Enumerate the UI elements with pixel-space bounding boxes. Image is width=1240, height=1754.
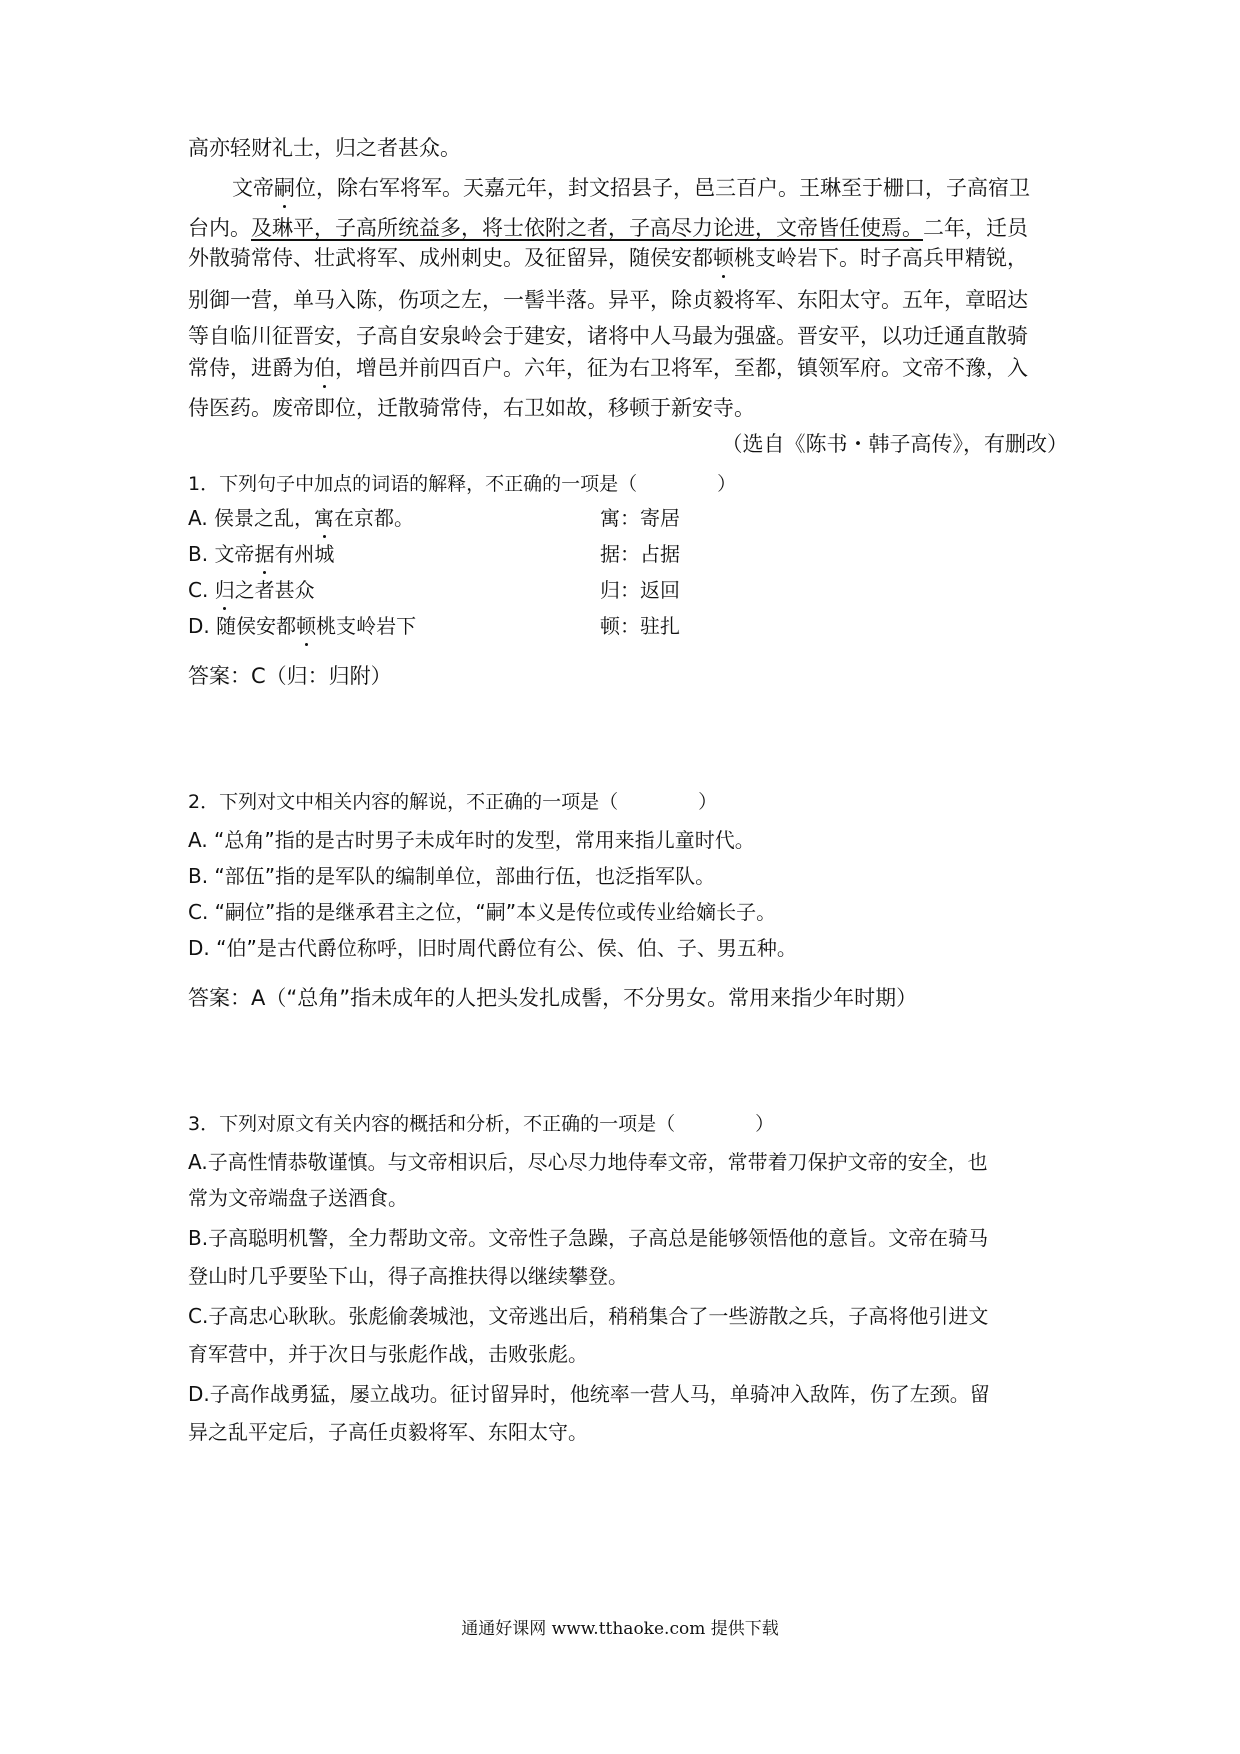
option-gloss: 寓：寄居 (600, 506, 680, 530)
question-2-option-a: A. “总角”指的是古时男子未成年时的发型，常用来指儿童时代。 (188, 828, 755, 852)
question-3-option-b-line2: 登山时几乎要坠下山，得子高推扶得以继续攀登。 (188, 1264, 628, 1288)
passage-line: 外散骑常侍、壮武将军、成州刺史。及征留异，随侯安都顿桃支岭岩下。时子高兵甲精锐， (188, 246, 1028, 270)
passage-line: 文帝嗣位，除右军将军。天嘉元年，封文招县子，邑三百户。王琳至于栅口，子高宿卫 (232, 176, 1030, 200)
question-2-option-d: D. “伯”是古代爵位称呼，旧时周代爵位有公、侯、伯、子、男五种。 (188, 936, 797, 960)
passage-line: 等自临川征晋安，子高自安泉岭会于建安，诸将中人马最为强盛。晋安平，以功迁通直散骑 (188, 324, 1028, 348)
option-gloss: 归：返回 (600, 578, 680, 602)
question-1-option-d: D. 随侯安都顿桃支岭岩下 顿：驻扎 (188, 614, 680, 638)
emphasis-dot-char: 据 (254, 542, 275, 566)
question-1-answer: 答案：C（归：归附） (188, 664, 392, 688)
question-3-option-c-line2: 育军营中，并于次日与张彪作战，击败张彪。 (188, 1342, 588, 1366)
question-2-option-c: C. “嗣位”指的是继承君主之位，“嗣”本义是传位或传业给嫡长子。 (188, 900, 777, 924)
question-3-option-d-line1: D.子高作战勇猛，屡立战功。征讨留异时，他统率一营人马，单骑冲入敌阵，伤了左颈。留 (188, 1382, 990, 1406)
question-1-title: 1．下列句子中加点的词语的解释，不正确的一项是（ ） (188, 473, 737, 495)
emphasis-dot-char: 寓 (314, 506, 335, 530)
option-gloss: 顿：驻扎 (600, 614, 680, 638)
passage-line: 侍医药。废帝即位，迁散骑常侍，右卫如故，移顿于新安寺。 (188, 396, 755, 420)
question-2-answer: 答案：A（“总角”指未成年的人把头发扎成髻，不分男女。常用来指少年时期） (188, 986, 918, 1010)
question-2-option-b: B. “部伍”指的是军队的编制单位，部曲行伍，也泛指军队。 (188, 864, 716, 888)
question-3-option-b-line1: B.子高聪明机警，全力帮助文帝。文帝性子急躁，子高总是能够领悟他的意旨。文帝在骑马 (188, 1226, 989, 1250)
question-3-option-c-line1: C.子高忠心耿耿。张彪偷袭城池，文帝逃出后，稍稍集合了一些游散之兵，子高将他引进文 (188, 1304, 989, 1328)
emphasis-dot-char: 嗣 (274, 176, 295, 200)
question-3-title: 3．下列对原文有关内容的概括和分析，不正确的一项是（ ） (188, 1113, 775, 1135)
question-1-option-b: B. 文帝据有州城 据：占据 (188, 542, 680, 566)
passage-line: 常侍，进爵为伯，增邑并前四百户。六年，征为右卫将军，至都，镇领军府。文帝不豫，入 (188, 356, 1028, 380)
emphasis-dot-char: 顿 (713, 246, 734, 270)
passage-line: 台内。及琳平，子高所统益多，将士依附之者，子高尽力论进，文帝皆任使焉。二年，迁员 (188, 216, 1028, 240)
emphasis-dot-char: 归 (214, 578, 235, 602)
question-3-option-a-line1: A.子高性情恭敬谨慎。与文帝相识后，尽心尽力地侍奉文帝，常带着刀保护文帝的安全，也 (188, 1150, 988, 1174)
option-gloss: 据：占据 (600, 542, 680, 566)
question-3-option-d-line2: 异之乱平定后，子高任贞毅将军、东阳太守。 (188, 1420, 588, 1444)
passage-source: （选自《陈书・韩子高传》，有删改） (721, 432, 1068, 456)
question-1-option-c: C. 归之者甚众 归：返回 (188, 578, 680, 602)
page-footer: 通通好课网 www.tthaoke.com 提供下载 (461, 1619, 779, 1639)
underlined-sentence: 及琳平，子高所统益多，将士依附之者，子高尽力论进，文帝皆任使焉。 (251, 216, 923, 240)
question-1-option-a: A. 侯景之乱，寓在京都。 寓：寄居 (188, 506, 680, 530)
emphasis-dot-char: 顿 (296, 614, 317, 638)
passage-line: 高亦轻财礼士，归之者甚众。 (188, 136, 461, 160)
question-2-title: 2．下列对文中相关内容的解说，不正确的一项是（ ） (188, 791, 718, 813)
question-3-option-a-line2: 常为文帝端盘子送酒食。 (188, 1186, 408, 1210)
emphasis-dot-char: 伯 (314, 356, 335, 380)
passage-line: 别御一营，单马入陈，伤项之左，一髻半落。异平，除贞毅将军、东阳太守。五年，章昭达 (188, 288, 1028, 312)
